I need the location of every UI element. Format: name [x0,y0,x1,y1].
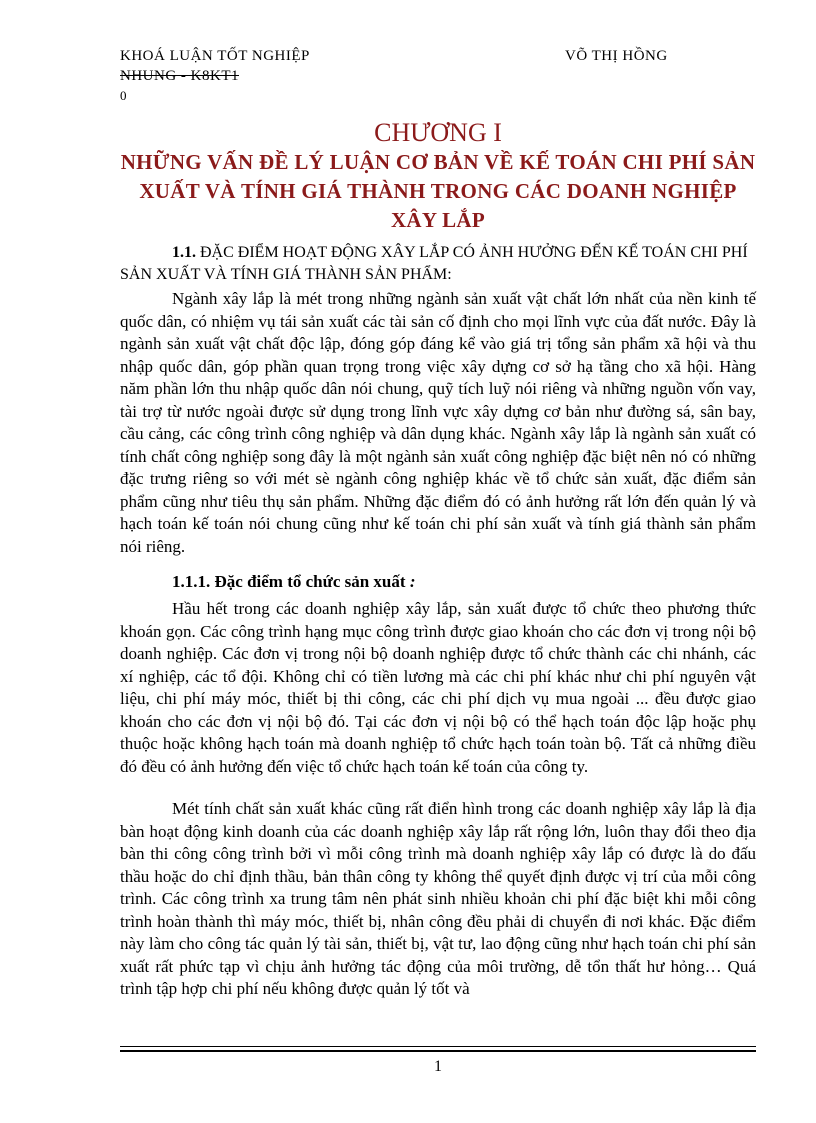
section-title-text: ĐẶC ĐIỂM HOẠT ĐỘNG XÂY LẮP CÓ ẢNH HƯỞNG ĐẾN KẾ TOÁN CHI PHÍ SẢN XUẤT VÀ TÍNH GIÁ THÀNH SẢN PHẨM: [120,244,748,283]
subsection-colon: : [405,572,416,591]
page-number: 1 [434,1058,442,1075]
paragraph-organization: Hầu hết trong các doanh nghiệp xây lắp, sản xuất được tổ chức theo phương thức khoán gọn. Các công trình hạng mục công trình được giao khoán cho các đơn vị trong nội bộ doanh nghiệp. Các đơn vị trong nội bộ doanh nghiệp được tổ chức thành các chi nhánh, các xí nghiệp, các tổ đội. Không chỉ có tiền lương mà các chi phí khác như chi phí nguyên vật liệu, chi phí máy móc, thiết bị thi công, các chi phí dịch vụ mua ngoài ... đều được giao khoán cho các đơn vị nội bộ đó. Tại các đơn vị nội bộ có thể hạch toán độc lập hoặc phụ thuộc hoặc không hạch toán mà doanh nghiệp tổ chức hạch toán toàn bộ. Tất cả những điều đó đều có ảnh hưởng đến việc tổ chức hạch toán kế toán của công ty. [120,599,756,776]
header-author-class: NHUNG - K8KT1 [120,68,239,84]
subsection-title: 1.1.1. Đặc điểm tổ chức sản xuất [172,572,406,591]
section-heading [120,242,756,286]
chapter-number: CHƯƠNG I [374,118,502,147]
header-author-name: VÕ THỊ HỒNG [565,48,668,64]
paragraph-characteristics: Mét tính chất sản xuất khác cũng rất điển hình trong các doanh nghiệp xây lắp là địa bàn hoạt động kinh doanh của các doanh nghiệp xây lắp rất rộng lớn, luôn thay đổi theo địa bàn thi công công trình bởi vì mỗi công trình mà doanh nghiệp xây lắp có được là do đấu thầu hoặc do chỉ định thầu, bản thân công ty không thể quyết định được vị trí của mỗi công trình. Các công trình xa trung tâm nên phát sinh nhiều khoản chi phí đặc biệt khi mỗi công trình hoàn thành thì máy móc, thiết bị, nhân công đều phải di chuyển đi nơi khác. Đặc điểm này làm cho công tác quản lý tài sản, thiết bị, vật tư, lao động cũng như hạch toán chi phí sản xuất rất phức tạp vì chịu ảnh hưởng tác động của môi trường, dễ tổn thất hư hỏng… Quá trình tập hợp chi phí nếu không được quản lý tốt và [120,799,756,998]
header-mark: 0 [120,88,127,103]
section-number: 1.1. [172,244,196,261]
footer-divider-thick [120,1050,756,1052]
chapter-title: NHỮNG VẤN ĐỀ LÝ LUẬN CƠ BẢN VỀ KẾ TOÁN CHI PHÍ SẢN XUẤT VÀ TÍNH GIÁ THÀNH TRONG CÁC DOANH NGHIỆP XÂY LẮP [120,150,756,232]
paragraph-intro: Ngành xây lắp là mét trong những ngành sản xuất vật chất lớn nhất của nền kinh tế quốc dân, có nhiệm vụ tái sản xuất các tài sản cố định cho mọi lĩnh vực của đất nước. Đây là ngành sản xuất vật chất độc lập, đóng góp đáng kể vào giá trị tổng sản phẩm xã hội và thu nhập quốc dân, góp phần quan trọng trong việc xây dựng cơ sở hạ tầng cho xã hội. Hàng năm phần lớn thu nhập quốc dân nói chung, quỹ tích luỹ nói riêng và những nguồn vốn vay, tài trợ từ nước ngoài được sử dụng trong lĩnh vực xây dựng cơ bản như đường sá, sân bay, cầu cảng, các công trình công nghiệp và dân dụng khác. Ngành xây lắp là ngành sản xuất có tính chất công nghiệp song đây là một ngành sản xuất công nghiệp đặc biệt nên nó có những đặc trưng riêng so với mét sè ngành công nghiệp khác về tổ chức sản xuất, đặc điểm sản phẩm cũng như tiêu thụ sản phẩm. Những đặc điểm đó có ảnh hưởng rất lớn đến quản lý và hạch toán kế toán nói chung cũng như kế toán chi phí sản xuất và tính giá thành sản phẩm nói riêng. [120,289,756,556]
header-thesis-label: KHOÁ LUẬN TỐT NGHIỆP [120,48,310,64]
subsection-heading [172,572,415,592]
footer-divider-thin [120,1046,756,1047]
